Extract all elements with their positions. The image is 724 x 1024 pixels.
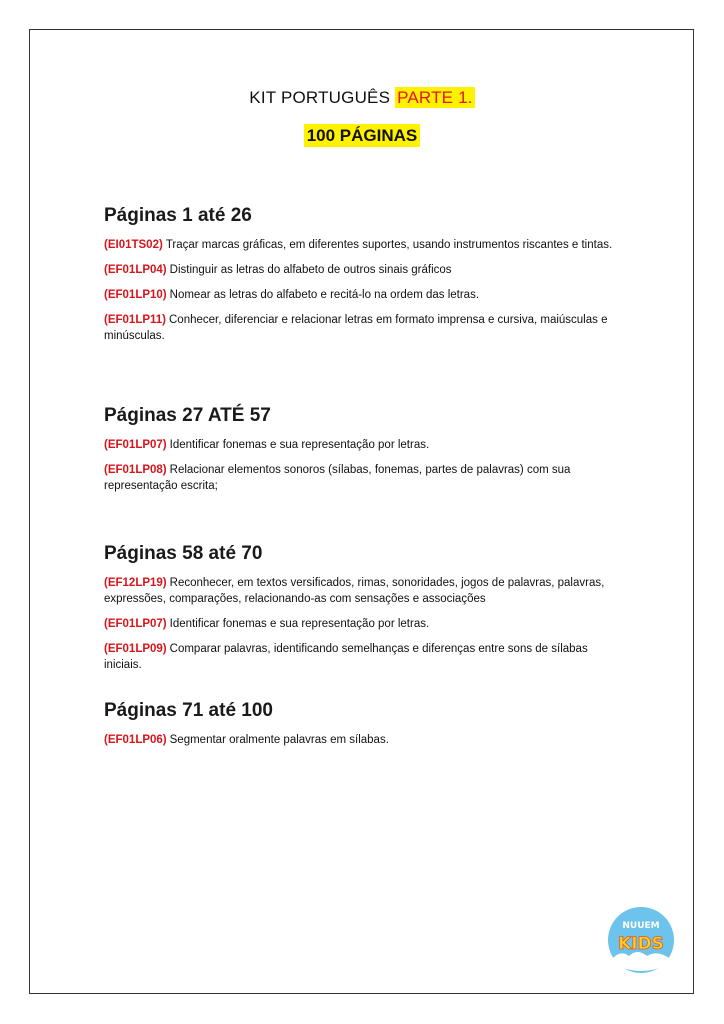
skill-code: (EF01LP09) [104,643,167,655]
skill-item [104,616,614,632]
skill-code: (EF01LP07) [104,618,167,630]
subtitle-text: 100 PÁGINAS [304,124,421,147]
skill-code: (EF01LP08) [104,464,167,476]
skill-item [104,732,614,748]
skill-item [104,237,614,253]
section-heading: Páginas 27 ATÉ 57 [104,405,271,426]
cloud-icon [613,952,669,971]
skill-item [104,262,614,278]
skill-code: (EF01LP04) [104,264,167,276]
skill-item [104,462,614,494]
title-main: KIT PORTUGUÊS [249,88,391,107]
skill-code: (EF01LP07) [104,439,167,451]
section-heading: Páginas 1 até 26 [104,205,252,226]
skill-item [104,575,614,607]
logo-line2: KIDS [618,934,664,954]
section-pages-1-26 [104,205,614,353]
skill-text: Relacionar elementos sonoros (sílabas, fonemas, partes de palavras) com sua representação escrita; [104,464,571,492]
skill-text: Identificar fonemas e sua representação por letras. [169,618,430,630]
skill-text: Distinguir as letras do alfabeto de outros sinais gráficos [169,264,452,276]
section-pages-27-57 [104,405,614,503]
skill-text: Identificar fonemas e sua representação por letras. [169,439,430,451]
logo-line1: NUUEM [622,921,660,931]
skill-code: (EF01LP11) [104,314,166,326]
page-border [29,29,694,994]
skill-code: (EF01LP10) [104,289,167,301]
document-subtitle [0,126,724,146]
skill-text: Reconhecer, em textos versificados, rimas, sonoridades, jogos de palavras, palavras, expressões, comparações, relacionando-as com sensações e associações [104,577,605,605]
title-highlight: PARTE 1. [397,88,473,107]
skill-item [104,641,614,673]
skill-code: (EF01LP06) [104,734,167,746]
skill-text: Conhecer, diferenciar e relacionar letras em formato imprensa e cursiva, maiúsculas e minúsculas. [104,314,608,342]
section-heading: Páginas 58 até 70 [104,543,263,564]
section-pages-58-70 [104,543,614,682]
skill-text: Nomear as letras do alfabeto e recitá-lo na ordem das letras. [169,289,480,301]
skill-item [104,287,614,303]
skill-item [104,437,614,453]
section-pages-71-100 [104,700,614,757]
skill-text: Comparar palavras, identificando semelhanças e diferenças entre sons de sílabas iniciais. [104,643,588,671]
skill-code: (EI01TS02) [104,239,163,251]
skill-text: Traçar marcas gráficas, em diferentes suportes, usando instrumentos riscantes e tintas. [165,239,613,251]
document-title [0,88,724,108]
skill-item [104,312,614,344]
skill-text: Segmentar oralmente palavras em sílabas. [169,734,389,746]
skill-code: (EF12LP19) [104,577,167,589]
section-heading: Páginas 71 até 100 [104,700,273,721]
nuvem-kids-logo [607,906,675,974]
